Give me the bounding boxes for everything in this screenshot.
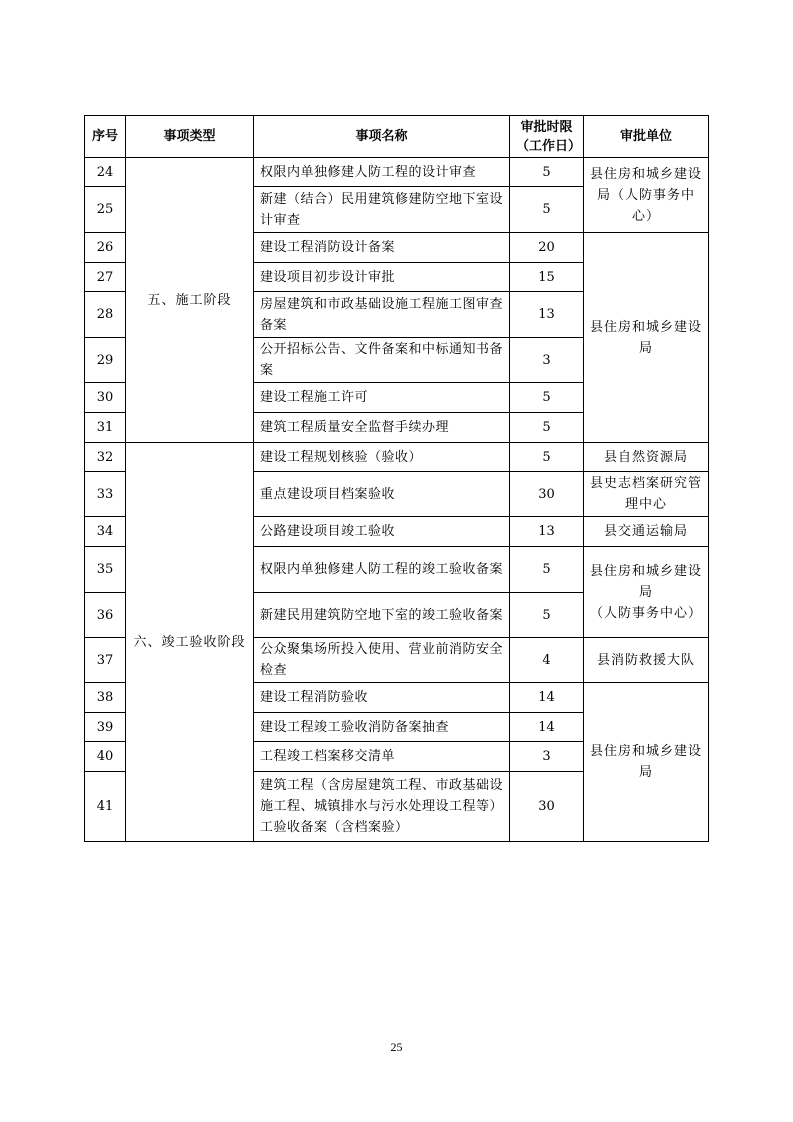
row-days: 14 bbox=[510, 713, 584, 742]
header-limit-line2: （工作日） bbox=[516, 138, 582, 154]
row-name: 公众聚集场所投入使用、营业前消防安全检查 bbox=[254, 638, 510, 683]
row-name: 建设工程规划核验（验收） bbox=[254, 443, 510, 472]
unit-fire-rescue: 县消防救援大队 bbox=[584, 638, 709, 683]
unit-archives: 县史志档案研究管理中心 bbox=[584, 472, 709, 517]
unit-housing: 县住房和城乡建设局 bbox=[584, 233, 709, 443]
row-days: 5 bbox=[510, 593, 584, 638]
row-seq: 28 bbox=[85, 292, 126, 338]
header-unit: 审批单位 bbox=[584, 116, 709, 158]
phase-construction: 五、施工阶段 bbox=[126, 158, 254, 443]
row-days: 20 bbox=[510, 233, 584, 263]
row-days: 5 bbox=[510, 187, 584, 233]
unit-natural-resources: 县自然资源局 bbox=[584, 443, 709, 472]
unit-line2: 局 bbox=[638, 584, 653, 600]
row-seq: 27 bbox=[85, 263, 126, 292]
row-days: 30 bbox=[510, 472, 584, 517]
row-name: 公开招标公告、文件备案和中标通知书备案 bbox=[254, 338, 510, 383]
row-name: 建筑工程质量安全监督手续办理 bbox=[254, 413, 510, 443]
row-name: 公路建设项目竣工验收 bbox=[254, 517, 510, 547]
row-seq: 31 bbox=[85, 413, 126, 443]
row-days: 30 bbox=[510, 772, 584, 842]
header-type: 事项类型 bbox=[126, 116, 254, 158]
phase-completion-acceptance: 六、竣工验收阶段 bbox=[126, 443, 254, 842]
row-name: 建筑工程（含房屋建筑工程、市政基础设施工程、城镇排水与污水处理设工程等）工验收备案（含档案验） bbox=[254, 772, 510, 842]
table-row bbox=[85, 158, 709, 187]
row-name: 工程竣工档案移交清单 bbox=[254, 742, 510, 772]
row-name: 权限内单独修建人防工程的设计审查 bbox=[254, 158, 510, 187]
row-seq: 33 bbox=[85, 472, 126, 517]
unit-housing-civil-defense-2 bbox=[584, 547, 709, 638]
row-name: 权限内单独修建人防工程的竣工验收备案 bbox=[254, 547, 510, 593]
row-name: 建设工程消防验收 bbox=[254, 683, 510, 713]
approval-items-table bbox=[84, 115, 709, 842]
page-number: 25 bbox=[390, 1040, 403, 1054]
unit-line3: （人防事务中心） bbox=[590, 605, 703, 621]
row-seq: 39 bbox=[85, 713, 126, 742]
row-seq: 26 bbox=[85, 233, 126, 263]
row-name: 重点建设项目档案验收 bbox=[254, 472, 510, 517]
row-days: 4 bbox=[510, 638, 584, 683]
row-seq: 34 bbox=[85, 517, 126, 547]
header-name: 事项名称 bbox=[254, 116, 510, 158]
row-seq: 25 bbox=[85, 187, 126, 233]
header-seq: 序号 bbox=[85, 116, 126, 158]
row-days: 15 bbox=[510, 263, 584, 292]
row-seq: 41 bbox=[85, 772, 126, 842]
unit-housing-civil-defense: 县住房和城乡建设局（人防事务中心） bbox=[584, 158, 709, 233]
row-name: 新建民用建筑防空地下室的竣工验收备案 bbox=[254, 593, 510, 638]
table-header-row bbox=[85, 116, 709, 158]
row-days: 3 bbox=[510, 338, 584, 383]
row-days: 5 bbox=[510, 383, 584, 413]
row-seq: 29 bbox=[85, 338, 126, 383]
row-days: 13 bbox=[510, 517, 584, 547]
row-days: 13 bbox=[510, 292, 584, 338]
row-seq: 36 bbox=[85, 593, 126, 638]
row-days: 14 bbox=[510, 683, 584, 713]
row-seq: 30 bbox=[85, 383, 126, 413]
unit-transport: 县交通运输局 bbox=[584, 517, 709, 547]
row-name: 建设工程施工许可 bbox=[254, 383, 510, 413]
row-seq: 35 bbox=[85, 547, 126, 593]
row-seq: 37 bbox=[85, 638, 126, 683]
unit-line1: 县住房和城乡建设 bbox=[590, 563, 703, 579]
header-limit-line1: 审批时限 bbox=[520, 119, 573, 135]
row-name: 建设项目初步设计审批 bbox=[254, 263, 510, 292]
header-limit bbox=[510, 116, 584, 158]
row-name: 建设工程竣工验收消防备案抽查 bbox=[254, 713, 510, 742]
row-days: 5 bbox=[510, 413, 584, 443]
row-seq: 40 bbox=[85, 742, 126, 772]
row-days: 3 bbox=[510, 742, 584, 772]
row-name: 房屋建筑和市政基础设施工程施工图审查备案 bbox=[254, 292, 510, 338]
unit-housing-2: 县住房和城乡建设局 bbox=[584, 683, 709, 842]
row-name: 新建（结合）民用建筑修建防空地下室设计审查 bbox=[254, 187, 510, 233]
row-seq: 38 bbox=[85, 683, 126, 713]
row-name: 建设工程消防设计备案 bbox=[254, 233, 510, 263]
table-row bbox=[85, 443, 709, 472]
row-seq: 24 bbox=[85, 158, 126, 187]
row-days: 5 bbox=[510, 158, 584, 187]
row-days: 5 bbox=[510, 443, 584, 472]
row-seq: 32 bbox=[85, 443, 126, 472]
row-days: 5 bbox=[510, 547, 584, 593]
